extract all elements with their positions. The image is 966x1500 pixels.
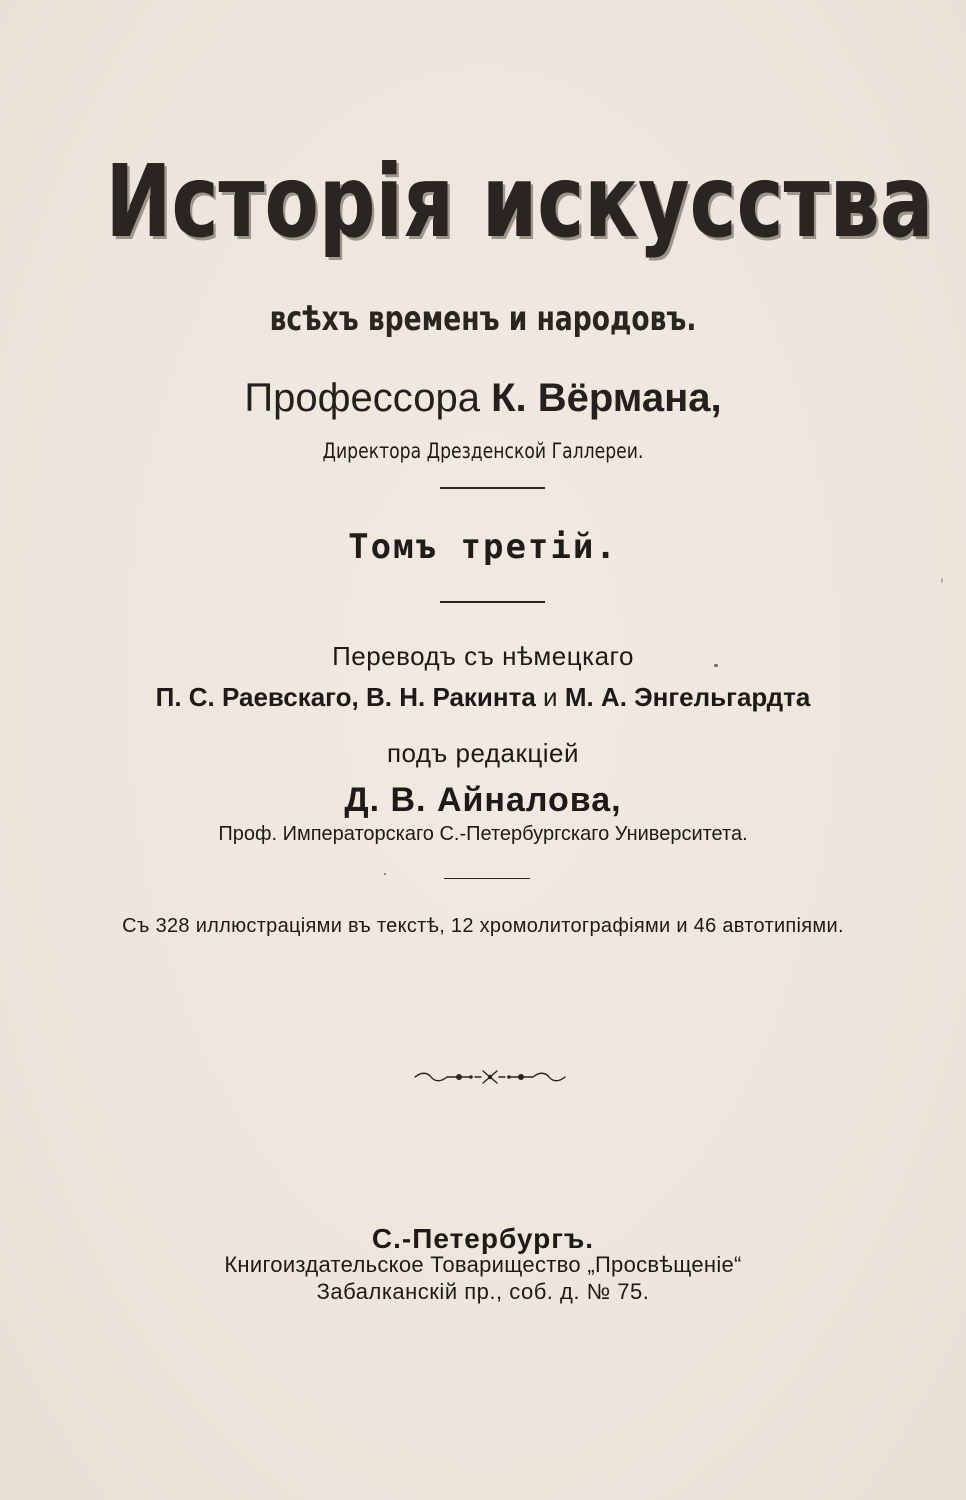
flourish-ornament-icon <box>413 1068 567 1086</box>
translators-conjunction: и <box>543 682 558 712</box>
author-line <box>0 372 966 424</box>
author-prefix: Профессора <box>244 376 480 420</box>
author-position: Директора Дрезденской Галлереи. <box>322 439 644 463</box>
paper-speck <box>384 873 386 875</box>
book-subtitle: всѣхъ временъ и народовъ. <box>269 299 697 339</box>
editor-name: Д. В. Айналова, <box>344 781 622 819</box>
book-title: Исторія искусства <box>106 143 934 260</box>
translation-label: Переводъ съ нѣмецкаго <box>332 641 634 671</box>
imprint-address: Забалканскій пр., соб. д. № 75. <box>316 1279 650 1304</box>
imprint-publisher: Книгоиздательское Товарищество „Просвѣщеніе“ <box>224 1252 742 1277</box>
divider-rule-3 <box>444 878 530 879</box>
translators-names-2: М. А. Энгельгардта <box>564 682 811 712</box>
volume-label: Томъ третій. <box>348 527 618 567</box>
divider-rule-2 <box>440 601 545 603</box>
editor-position: Проф. Императорскаго С.-Петербургскаго Университета. <box>218 823 748 845</box>
edited-by-label: подъ редакціей <box>386 738 580 768</box>
illustrations-note: Съ 328 иллюстраціями въ текстѣ, 12 хромолитографіями и 46 автотипіями. <box>122 915 844 937</box>
divider-rule-1 <box>440 487 545 489</box>
translators-names-1: П. С. Раевскаго, В. Н. Ракинта <box>155 682 536 712</box>
paper-speck <box>941 578 943 583</box>
translators-line <box>0 679 966 715</box>
paper-speck <box>714 664 718 667</box>
imprint-city: С.-Петербургъ. <box>371 1223 595 1254</box>
author-name: К. Вёрмана, <box>491 376 722 420</box>
